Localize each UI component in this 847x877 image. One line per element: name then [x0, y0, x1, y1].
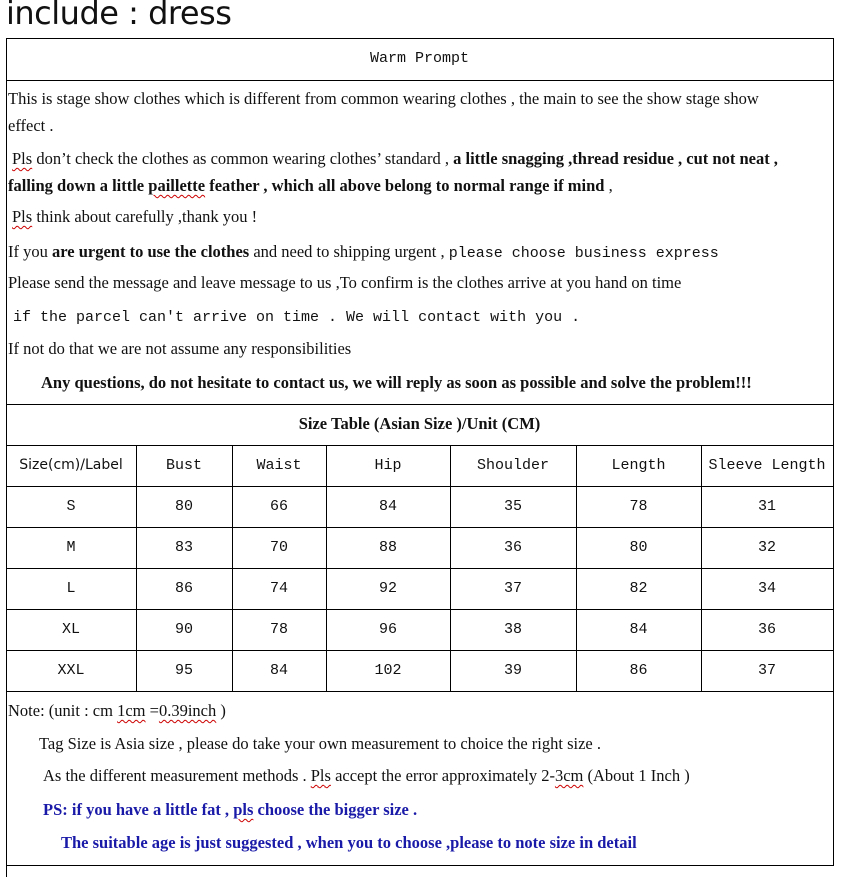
table-cell: 74	[269, 580, 288, 597]
table-cell: 34	[757, 580, 776, 597]
table-cell: 86	[629, 662, 648, 679]
note-methods: As the different measurement methods . Pls accept the error approximately 2-3cm (About 1 Inch )	[43, 766, 690, 785]
table-cell: 88	[378, 539, 397, 556]
table-cell: 70	[269, 539, 288, 556]
table-cell: 66	[269, 498, 288, 515]
size-table-title: Size Table (Asian Size )/Unit (CM)	[298, 414, 541, 433]
table-cell: 36	[757, 621, 776, 638]
divider	[6, 80, 833, 81]
table-cell: 80	[629, 539, 648, 556]
prompt-line: if the parcel can't arrive on time . We will contact with you .	[13, 309, 581, 326]
table-cell: 84	[629, 621, 648, 638]
table-cell: 80	[174, 498, 193, 515]
table-cell: 92	[378, 580, 397, 597]
prompt-line: If you are urgent to use the clothes and need to shipping urgent , please choose business express	[8, 242, 719, 262]
prompt-line: Any questions, do not hesitate to contact us, we will reply as soon as possible and solve the problem!!!	[41, 373, 752, 392]
table-header-cell: Size(cm)/Label	[19, 457, 123, 473]
note-age: The suitable age is just suggested , when you to choose ,please to note size in detail	[61, 833, 637, 852]
warm-prompt-heading: Warm Prompt	[369, 50, 470, 67]
table-cell: L	[66, 580, 76, 597]
table-cell: XL	[61, 621, 80, 638]
prompt-line: Please send the message and leave message to us ,To confirm is the clothes arrive at you hand on time	[8, 273, 682, 292]
table-cell: 83	[174, 539, 193, 556]
table-cell: M	[66, 539, 76, 556]
table-cell: 86	[174, 580, 193, 597]
note-tag: Tag Size is Asia size , please do take your own measurement to choice the right size .	[39, 734, 601, 753]
table-cell: 38	[503, 621, 522, 638]
prompt-line: Pls think about carefully ,thank you !	[12, 207, 258, 226]
page-title: include : dress	[6, 0, 232, 32]
table-cell: 82	[629, 580, 648, 597]
table-header-cell: Waist	[256, 457, 302, 474]
table-cell: 31	[757, 498, 776, 515]
table-cell: 35	[503, 498, 522, 515]
table-cell: 36	[503, 539, 522, 556]
divider	[6, 864, 7, 877]
divider	[6, 691, 833, 692]
prompt-line: Pls don’t check the clothes as common wearing clothes’ standard , a little snagging ,thread residue , cut not neat ,	[12, 149, 778, 168]
table-cell: 96	[378, 621, 397, 638]
table-header-cell: Sleeve Length	[708, 457, 826, 474]
table-cell: 90	[174, 621, 193, 638]
prompt-line: This is stage show clothes which is different from common wearing clothes , the main to see the show stage show	[8, 89, 759, 108]
table-cell: XXL	[57, 662, 85, 679]
table-header-cell: Bust	[165, 457, 202, 474]
prompt-line: If not do that we are not assume any responsibilities	[8, 339, 352, 358]
table-cell: 102	[374, 662, 402, 679]
prompt-line: effect .	[8, 116, 54, 135]
table-cell: 37	[503, 580, 522, 597]
table-header-cell: Shoulder	[476, 457, 549, 474]
note-unit: Note: (unit : cm 1cm =0.39inch )	[8, 701, 226, 720]
table-header-cell: Hip	[374, 457, 402, 474]
table-cell: 37	[757, 662, 776, 679]
table-cell: 95	[174, 662, 193, 679]
table-cell: 32	[757, 539, 776, 556]
note-ps: PS: if you have a little fat , pls choose the bigger size .	[43, 800, 418, 819]
table-cell: 78	[269, 621, 288, 638]
table-header-cell: Length	[611, 457, 666, 474]
table-cell: 39	[503, 662, 522, 679]
table-cell: S	[66, 498, 76, 515]
table-cell: 84	[269, 662, 288, 679]
table-cell: 84	[378, 498, 397, 515]
divider	[6, 404, 833, 405]
table-cell: 78	[629, 498, 648, 515]
prompt-line: falling down a little paillette feather , which all above belong to normal range if mind ,	[8, 176, 613, 195]
